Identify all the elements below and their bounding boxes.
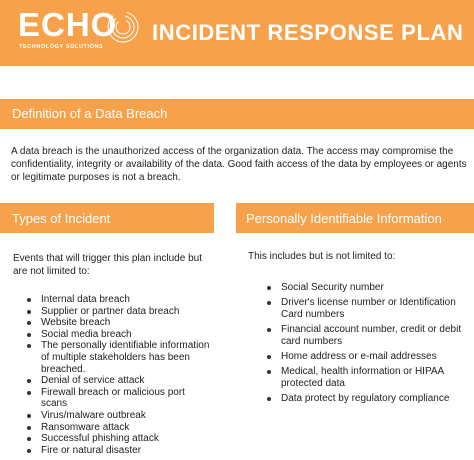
logo-rings-icon	[106, 10, 140, 44]
logo-subtitle: TECHNOLOGY SOLUTIONS	[19, 44, 104, 50]
logo-text: ECHO	[18, 6, 118, 43]
list-item: The personally identifiable information of multiple stakeholders has been breached.	[27, 340, 212, 375]
pii-heading: Personally Identifiable Information	[246, 211, 442, 226]
pii-heading-bar	[236, 203, 474, 233]
echo-logo	[18, 6, 138, 60]
list-item: Social Security number	[267, 282, 467, 294]
list-item: Data protect by regulatory compliance	[267, 393, 467, 405]
list-item: Successful phishing attack	[27, 433, 212, 445]
list-item: Ransomware attack	[27, 422, 212, 434]
definition-heading: Definition of a Data Breach	[12, 106, 168, 121]
page-title: INCIDENT RESPONSE PLAN	[152, 20, 464, 45]
list-item: Financial account number, credit or debit card numbers	[267, 324, 467, 347]
list-item: Firewall breach or malicious port scans	[27, 387, 212, 410]
types-intro: Events that will trigger this plan include but are not limited to:	[13, 253, 202, 277]
definition-heading-bar	[0, 99, 474, 129]
header-banner	[0, 0, 474, 66]
list-item: Driver's license number or Identification Card numbers	[267, 297, 467, 320]
list-item: Supplier or partner data breach	[27, 306, 212, 318]
types-heading: Types of Incident	[12, 211, 111, 226]
types-list	[27, 294, 212, 456]
pii-list	[267, 282, 467, 408]
list-item: Home address or e-mail addresses	[267, 351, 467, 363]
list-item: Denial of service attack	[27, 375, 212, 387]
list-item: Virus/malware outbreak	[27, 410, 212, 422]
definition-text: A data breach is the unauthorized access of the organization data. The access may compromise the confidentiality, integrity or availability of the data. Good faith access of the data by employees or agents or legitimate purposes is not a breach.	[11, 146, 467, 183]
list-item: Medical, health information or HIPAA protected data	[267, 366, 467, 389]
types-heading-bar	[0, 203, 214, 233]
list-item: Fire or natural disaster	[27, 445, 212, 457]
list-item: Social media breach	[27, 329, 212, 341]
list-item: Website breach	[27, 317, 212, 329]
pii-intro: This includes but is not limited to:	[248, 251, 396, 262]
list-item: Internal data breach	[27, 294, 212, 306]
